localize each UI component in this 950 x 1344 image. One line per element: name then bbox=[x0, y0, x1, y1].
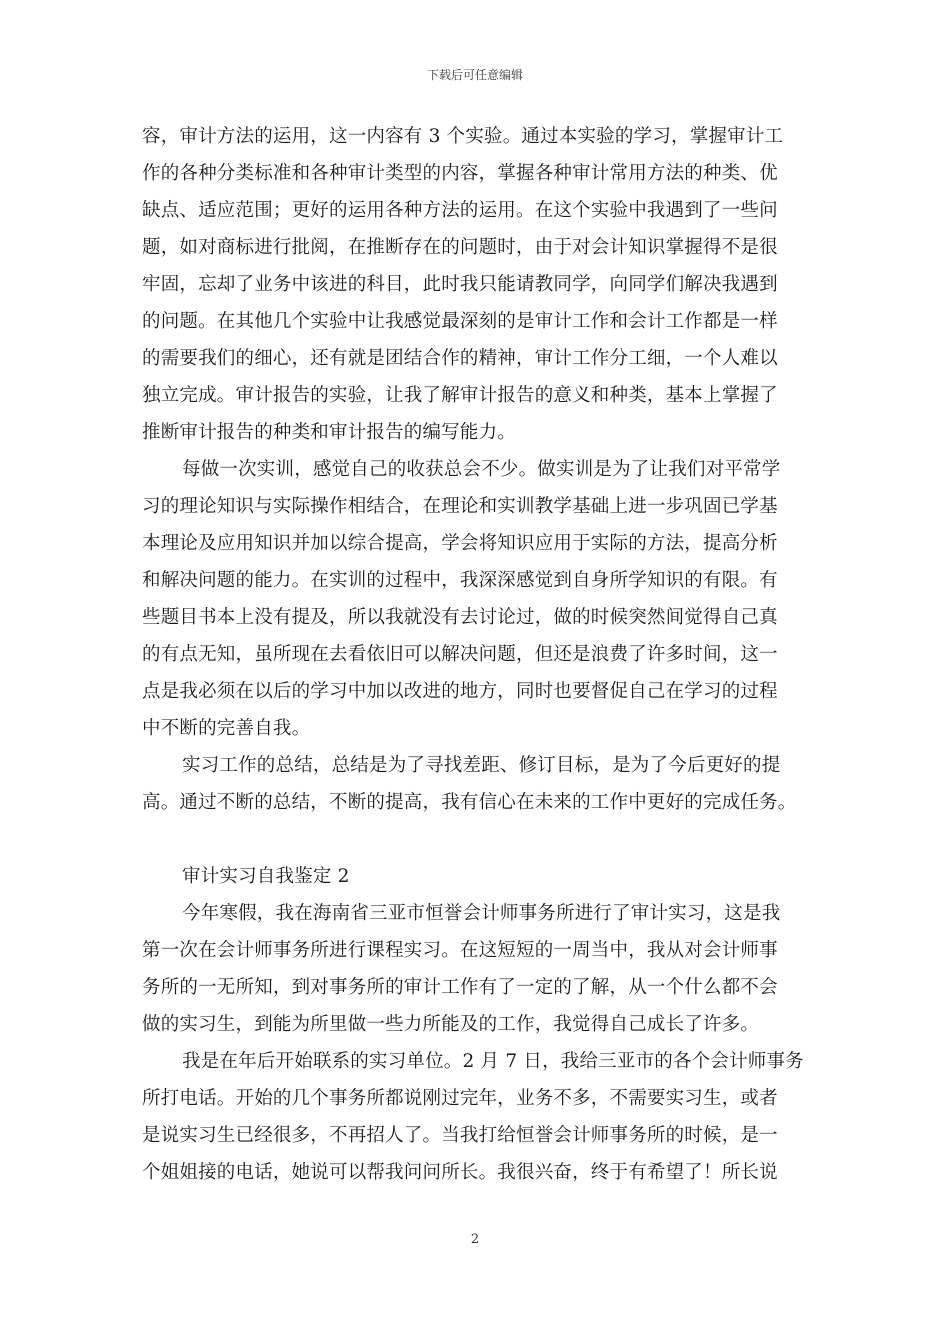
page-header: 下载后可任意编辑 bbox=[426, 68, 523, 82]
text-line: 的需要我们的细心，还有就是团结合作的精神，审计工作分工细，一个人难以 bbox=[142, 348, 778, 369]
text-line: 本理论及应用知识并加以综合提高，学会将知识应用于实际的方法，提高分析 bbox=[142, 533, 778, 554]
text-line: 习的理论知识与实际操作相结合，在理论和实训教学基础上进一步巩固已学基 bbox=[142, 496, 778, 517]
paragraph-start-line: 我是在年后开始联系的实习单位。2 月 7 日，我给三亚市的各个会计师事务 bbox=[182, 1051, 804, 1072]
text-line: 中不断的完善自我。 bbox=[142, 718, 311, 739]
text-line: 缺点、适应范围；更好的运用各种方法的运用。在这个实验中我遇到了一些问 bbox=[142, 200, 778, 221]
text-line: 作的各种分类标准和各种审计类型的内容，掌握各种审计常用方法的种类、优 bbox=[142, 163, 778, 184]
text-line: 是说实习生已经很多，不再招人了。当我打给恒誉会计师事务所的时候，是一 bbox=[142, 1125, 778, 1146]
text-line: 牢固，忘却了业务中该进的科目，此时我只能请教同学，向同学们解决我遇到 bbox=[142, 274, 778, 295]
paragraph-start-line: 每做一次实训，感觉自己的收获总会不少。做实训是为了让我们对平常学 bbox=[182, 459, 781, 480]
text-line: 高。通过不断的总结，不断的提高，我有信心在未来的工作中更好的完成任务。 bbox=[142, 792, 797, 813]
text-line: 点是我必须在以后的学习中加以改进的地方，同时也要督促自己在学习的过程 bbox=[142, 681, 778, 702]
document-body bbox=[142, 118, 822, 1191]
text-line: 容，审计方法的运用，这一内容有 3 个实验。通过本实验的学习，掌握审计工 bbox=[142, 126, 784, 147]
text-line: 的有点无知，虽所现在去看依旧可以解决问题，但还是浪费了许多时间，这一 bbox=[142, 644, 778, 665]
text-line: 独立完成。审计报告的实验，让我了解审计报告的意义和种类，基本上掌握了 bbox=[142, 385, 778, 406]
section-heading: 审计实习自我鉴定 2 bbox=[182, 866, 350, 887]
text-line: 和解决问题的能力。在实训的过程中，我深深感觉到自身所学知识的有限。有 bbox=[142, 570, 778, 591]
page-number: 2 bbox=[470, 1232, 480, 1247]
text-line: 题，如对商标进行批阅，在推断存在的问题时，由于对会计知识掌握得不是很 bbox=[142, 237, 778, 258]
text-line: 做的实习生，到能为所里做一些力所能及的工作，我觉得自己成长了许多。 bbox=[142, 1014, 760, 1035]
paragraph-start-line: 实习工作的总结，总结是为了寻找差距、修订目标，是为了今后更好的提 bbox=[182, 755, 781, 776]
text-line: 所打电话。开始的几个事务所都说刚过完年，业务不多，不需要实习生，或者 bbox=[142, 1088, 778, 1109]
paragraph-gap bbox=[142, 821, 822, 858]
text-line: 个姐姐接的电话，她说可以帮我问问所长。我很兴奋，终于有希望了！所长说 bbox=[142, 1162, 778, 1183]
text-line: 的问题。在其他几个实验中让我感觉最深刻的是审计工作和会计工作都是一样 bbox=[142, 311, 778, 332]
text-line: 务所的一无所知，到对事务所的审计工作有了一定的了解，从一个什么都不会 bbox=[142, 977, 778, 998]
text-line: 第一次在会计师事务所进行课程实习。在这短短的一周当中，我从对会计师事 bbox=[142, 940, 778, 961]
text-line: 些题目书本上没有提及，所以我就没有去讨论过，做的时候突然间觉得自己真 bbox=[142, 607, 778, 628]
paragraph-start-line: 今年寒假，我在海南省三亚市恒誉会计师事务所进行了审计实习，这是我 bbox=[182, 903, 781, 924]
text-line: 推断审计报告的种类和审计报告的编写能力。 bbox=[142, 422, 517, 443]
